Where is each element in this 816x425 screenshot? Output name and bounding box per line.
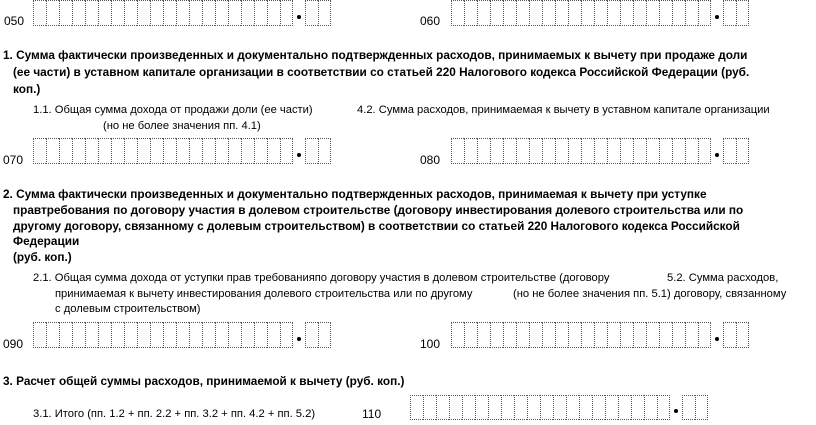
item-5-2-note: (но не более значения пп. 5.1) договору, связанному — [513, 288, 787, 300]
digit-cell[interactable] — [685, 138, 698, 164]
digit-cell[interactable] — [464, 138, 477, 164]
digit-cell[interactable] — [410, 395, 423, 420]
decimal-separator-dot — [293, 322, 305, 348]
digit-cell[interactable] — [618, 395, 631, 420]
digit-cell[interactable] — [516, 138, 529, 164]
digit-cell[interactable] — [46, 322, 59, 348]
digit-cell[interactable] — [33, 138, 46, 164]
digit-cell[interactable] — [124, 0, 137, 26]
digit-cell[interactable] — [451, 138, 464, 164]
digit-cell[interactable] — [98, 322, 111, 348]
digit-cell[interactable] — [280, 0, 293, 26]
digit-cell[interactable] — [436, 395, 449, 420]
digit-cell[interactable] — [280, 138, 293, 164]
digit-cell[interactable] — [163, 0, 176, 26]
digit-cell[interactable] — [568, 322, 581, 348]
digit-cell[interactable] — [527, 395, 540, 420]
digit-cell[interactable] — [659, 0, 672, 26]
digit-cell[interactable] — [215, 138, 228, 164]
digit-cell[interactable] — [475, 395, 488, 420]
digit-cell[interactable] — [698, 0, 711, 26]
digit-cell[interactable] — [657, 395, 670, 420]
digit-cell[interactable] — [542, 322, 555, 348]
digit-cell[interactable] — [176, 138, 189, 164]
digit-cell[interactable] — [477, 322, 490, 348]
kopeck-cell[interactable] — [305, 322, 318, 348]
kopeck-cell[interactable] — [723, 322, 736, 348]
item-2-1-continuation: принимаемая к вычету инвестирования долевого строительства или по другому — [55, 288, 473, 300]
digit-cell[interactable] — [72, 0, 85, 26]
digit-cell[interactable] — [59, 138, 72, 164]
amount-field-080[interactable] — [451, 138, 749, 164]
digit-cell[interactable] — [490, 322, 503, 348]
kopeck-cell[interactable] — [736, 0, 749, 26]
digit-cell[interactable] — [581, 0, 594, 26]
digit-cell[interactable] — [267, 0, 280, 26]
digit-cell[interactable] — [202, 138, 215, 164]
kopeck-cell[interactable] — [736, 322, 749, 348]
digit-cell[interactable] — [59, 0, 72, 26]
item-4-2-label: 4.2. Сумма расходов, принимаемая к вычету в уставном капитале организации — [357, 104, 770, 116]
digit-cell[interactable] — [620, 322, 633, 348]
row-code-100: 100 — [420, 337, 441, 351]
digit-cell[interactable] — [555, 138, 568, 164]
section-2-title-line-2: правтребования по договору участия в долевом строительстве (договору инвестирования долевого строительства или по — [13, 203, 744, 217]
section-3-title: 3. Расчет общей суммы расходов, принимаемой к вычету (руб. коп.) — [3, 374, 405, 388]
digit-cell[interactable] — [646, 322, 659, 348]
digit-cell[interactable] — [111, 138, 124, 164]
digit-cell[interactable] — [477, 138, 490, 164]
digit-cell[interactable] — [503, 322, 516, 348]
digit-cell[interactable] — [646, 0, 659, 26]
kopeck-cell[interactable] — [318, 322, 331, 348]
digit-cell[interactable] — [254, 322, 267, 348]
digit-cell[interactable] — [581, 138, 594, 164]
digit-cell[interactable] — [150, 138, 163, 164]
digit-cell[interactable] — [111, 0, 124, 26]
digit-cell[interactable] — [241, 322, 254, 348]
digit-cell[interactable] — [503, 138, 516, 164]
digit-cell[interactable] — [592, 395, 605, 420]
digit-cell[interactable] — [659, 138, 672, 164]
digit-cell[interactable] — [566, 395, 579, 420]
kopeck-cell[interactable] — [723, 138, 736, 164]
kopeck-cell[interactable] — [723, 0, 736, 26]
digit-cell[interactable] — [605, 395, 618, 420]
digit-cell[interactable] — [72, 322, 85, 348]
digit-cell[interactable] — [98, 138, 111, 164]
digit-cell[interactable] — [267, 138, 280, 164]
amount-field-070[interactable] — [33, 138, 331, 164]
digit-cell[interactable] — [189, 0, 202, 26]
row-code-050: 050 — [4, 14, 25, 28]
kopeck-cell[interactable] — [318, 138, 331, 164]
digit-cell[interactable] — [540, 395, 553, 420]
digit-cell[interactable] — [490, 138, 503, 164]
section-1-title-line-2: (ее части) в уставном капитале организации в соответствии со статьей 220 Налогового кодекса Российской Федерации (руб. — [13, 65, 750, 79]
decimal-separator-dot — [711, 0, 723, 26]
digit-cell[interactable] — [685, 0, 698, 26]
digit-cell[interactable] — [501, 395, 514, 420]
digit-cell[interactable] — [254, 138, 267, 164]
section-2-title-line-5: (руб. коп.) — [13, 250, 72, 264]
digit-cell[interactable] — [176, 322, 189, 348]
digit-cell[interactable] — [228, 138, 241, 164]
digit-cell[interactable] — [189, 138, 202, 164]
digit-cell[interactable] — [85, 138, 98, 164]
decimal-separator-dot — [711, 322, 723, 348]
digit-cell[interactable] — [646, 138, 659, 164]
digit-cell[interactable] — [581, 322, 594, 348]
digit-cell[interactable] — [254, 0, 267, 26]
digit-cell[interactable] — [451, 322, 464, 348]
digit-cell[interactable] — [555, 0, 568, 26]
digit-cell[interactable] — [685, 322, 698, 348]
section-1-title-line-1: 1. Сумма фактически произведенных и документально подтвержденных расходов, принимаемых к вычету при продаже доли — [3, 48, 748, 62]
amount-field-050[interactable] — [33, 0, 331, 26]
digit-cell[interactable] — [529, 0, 542, 26]
digit-cell[interactable] — [85, 0, 98, 26]
kopeck-cell[interactable] — [682, 395, 695, 420]
kopeck-cell[interactable] — [305, 138, 318, 164]
digit-cell[interactable] — [137, 0, 150, 26]
digit-cell[interactable] — [620, 138, 633, 164]
digit-cell[interactable] — [423, 395, 436, 420]
digit-cell[interactable] — [228, 322, 241, 348]
digit-cell[interactable] — [241, 0, 254, 26]
item-2-1-label: 2.1. Общая сумма дохода от уступки прав требованияпо договору участия в долевом строительстве (договору — [33, 272, 610, 284]
decimal-separator-dot — [293, 0, 305, 26]
digit-cell[interactable] — [202, 0, 215, 26]
digit-cell[interactable] — [490, 0, 503, 26]
decimal-separator-dot — [711, 138, 723, 164]
digit-cell[interactable] — [150, 0, 163, 26]
digit-cell[interactable] — [202, 322, 215, 348]
digit-cell[interactable] — [449, 395, 462, 420]
digit-cell[interactable] — [529, 322, 542, 348]
digit-cell[interactable] — [72, 138, 85, 164]
amount-field-110[interactable] — [410, 395, 708, 420]
digit-cell[interactable] — [579, 395, 592, 420]
digit-cell[interactable] — [503, 0, 516, 26]
digit-cell[interactable] — [633, 0, 646, 26]
row-code-110: 110 — [362, 407, 382, 421]
digit-cell[interactable] — [514, 395, 527, 420]
row-code-070: 070 — [3, 153, 24, 167]
digit-cell[interactable] — [672, 0, 685, 26]
digit-cell[interactable] — [672, 138, 685, 164]
digit-cell[interactable] — [111, 322, 124, 348]
decimal-separator-dot — [293, 138, 305, 164]
digit-cell[interactable] — [594, 138, 607, 164]
amount-field-090[interactable] — [33, 322, 331, 348]
digit-cell[interactable] — [215, 322, 228, 348]
digit-cell[interactable] — [462, 395, 475, 420]
digit-cell[interactable] — [150, 322, 163, 348]
digit-cell[interactable] — [633, 138, 646, 164]
digit-cell[interactable] — [124, 322, 137, 348]
digit-cell[interactable] — [228, 0, 241, 26]
digit-cell[interactable] — [267, 322, 280, 348]
section-2-title-line-3: другому договору, связанному с долевым строительством) в соответствии со статьей 220 Налогового кодекса Российской — [13, 219, 740, 233]
digit-cell[interactable] — [33, 0, 46, 26]
amount-field-060[interactable] — [451, 0, 749, 26]
item-5-2-label: 5.2. Сумма расходов, — [667, 272, 779, 284]
digit-cell[interactable] — [176, 0, 189, 26]
amount-field-100[interactable] — [451, 322, 749, 348]
digit-cell[interactable] — [33, 322, 46, 348]
digit-cell[interactable] — [451, 0, 464, 26]
digit-cell[interactable] — [189, 322, 202, 348]
digit-cell[interactable] — [163, 138, 176, 164]
digit-cell[interactable] — [46, 0, 59, 26]
digit-cell[interactable] — [280, 322, 293, 348]
digit-cell[interactable] — [85, 322, 98, 348]
digit-cell[interactable] — [46, 138, 59, 164]
digit-cell[interactable] — [516, 0, 529, 26]
row-code-080: 080 — [420, 153, 441, 167]
section-1-title-line-3: коп.) — [13, 82, 41, 96]
item-4-2-note: (но не более значения пп. 4.1) — [103, 120, 261, 132]
digit-cell[interactable] — [477, 0, 490, 26]
section-2-title-line-4: Федерации — [13, 234, 80, 248]
digit-cell[interactable] — [644, 395, 657, 420]
kopeck-cell[interactable] — [736, 138, 749, 164]
digit-cell[interactable] — [542, 138, 555, 164]
digit-cell[interactable] — [529, 138, 542, 164]
digit-cell[interactable] — [553, 395, 566, 420]
digit-cell[interactable] — [241, 138, 254, 164]
digit-cell[interactable] — [59, 322, 72, 348]
digit-cell[interactable] — [516, 322, 529, 348]
digit-cell[interactable] — [464, 322, 477, 348]
digit-cell[interactable] — [698, 322, 711, 348]
item-2-1-tail: с долевым строительством) — [55, 303, 201, 315]
digit-cell[interactable] — [215, 0, 228, 26]
digit-cell[interactable] — [137, 138, 150, 164]
kopeck-cell[interactable] — [695, 395, 708, 420]
kopeck-cell[interactable] — [318, 0, 331, 26]
digit-cell[interactable] — [163, 322, 176, 348]
digit-cell[interactable] — [124, 138, 137, 164]
decimal-separator-dot — [670, 395, 682, 420]
section-2-title-line-1: 2. Сумма фактически произведенных и документально подтвержденных расходов, принимаемая к вычету при уступке — [3, 187, 707, 201]
item-1-1-label: 1.1. Общая сумма дохода от продажи доли (ее части) — [33, 104, 313, 116]
digit-cell[interactable] — [137, 322, 150, 348]
digit-cell[interactable] — [568, 138, 581, 164]
digit-cell[interactable] — [620, 0, 633, 26]
digit-cell[interactable] — [633, 322, 646, 348]
digit-cell[interactable] — [607, 322, 620, 348]
item-3-1-label: 3.1. Итого (пп. 1.2 + пп. 2.2 + пп. 3.2 + пп. 4.2 + пп. 5.2) — [33, 408, 316, 420]
digit-cell[interactable] — [631, 395, 644, 420]
digit-cell[interactable] — [698, 138, 711, 164]
kopeck-cell[interactable] — [305, 0, 318, 26]
digit-cell[interactable] — [659, 322, 672, 348]
digit-cell[interactable] — [607, 0, 620, 26]
digit-cell[interactable] — [555, 322, 568, 348]
row-code-090: 090 — [3, 337, 24, 351]
digit-cell[interactable] — [672, 322, 685, 348]
digit-cell[interactable] — [542, 0, 555, 26]
digit-cell[interactable] — [594, 322, 607, 348]
digit-cell[interactable] — [464, 0, 477, 26]
digit-cell[interactable] — [607, 138, 620, 164]
digit-cell[interactable] — [98, 0, 111, 26]
digit-cell[interactable] — [488, 395, 501, 420]
row-code-060: 060 — [420, 14, 441, 28]
digit-cell[interactable] — [594, 0, 607, 26]
digit-cell[interactable] — [568, 0, 581, 26]
